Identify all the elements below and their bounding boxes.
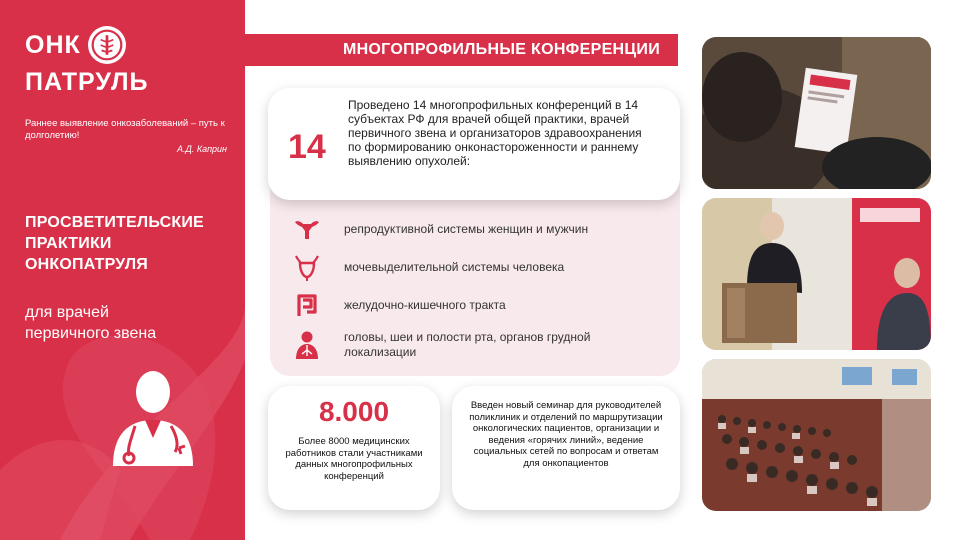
system-row-digestive [292,290,644,320]
conference-count: 14 [288,128,326,166]
intestine-icon [292,290,322,320]
practices-title: ПРОСВЕТИТЕЛЬСКИЕ ПРАКТИКИ ОНКОПАТРУЛЯ [25,214,204,273]
urinary-system-icon [292,252,322,282]
system-label: желудочно-кишечного тракта [344,297,506,312]
system-label: репродуктивной системы женщин и мужчин [344,221,589,236]
medical-emblem-icon [88,26,126,64]
participants-count: 8.000 [318,396,390,427]
summary-text: Проведено 14 многопрофильных конференций в 14 субъектах РФ для врачей общей практики, врачей первичного звена и организаторов здравоохранения по формированию онконастороженности и раннему выявлению опухолей: [348,98,642,168]
system-row-head-chest [292,330,644,360]
participants-card [268,386,440,510]
doctor-icon [105,366,200,466]
reproductive-system-icon [292,214,322,244]
slogan: Раннее выявление онкозаболеваний – путь к долголетию! [25,118,225,141]
brand-logo [25,26,149,100]
brand-line-2: ПАТРУЛЬ [25,68,149,96]
brand-line-1: ОНК [25,31,81,59]
seminar-card [452,386,680,510]
head-lungs-icon [292,330,322,360]
audience-label: для врачей первичного звена [25,304,157,342]
participants-text: Более 8000 медицинских работников стали участниками данных многопрофильных конференций [285,436,423,482]
summary-card [268,88,680,200]
photo-speaker [702,198,931,350]
slogan-author: А.Д. Каприн [177,144,227,154]
system-label: головы, шеи и полости рта, органов грудной локализации [344,330,591,359]
photo-handout [702,37,931,189]
system-label: мочевыделительной системы человека [344,259,565,274]
system-row-reproductive [292,214,644,244]
section-header [245,34,678,66]
system-row-urinary [292,252,644,282]
left-panel [0,0,245,540]
section-title: МНОГОПРОФИЛЬНЫЕ КОНФЕРЕНЦИИ [342,41,660,58]
photo-audience [702,359,931,511]
seminar-text: Введен новый семинар для руководителей поликлиник и отделений по маршрутизации онкологических пациентов, организации и ведения «горячих линий», ведение социальных сетей по вопросам и ответам для онкопациентов [469,400,663,469]
